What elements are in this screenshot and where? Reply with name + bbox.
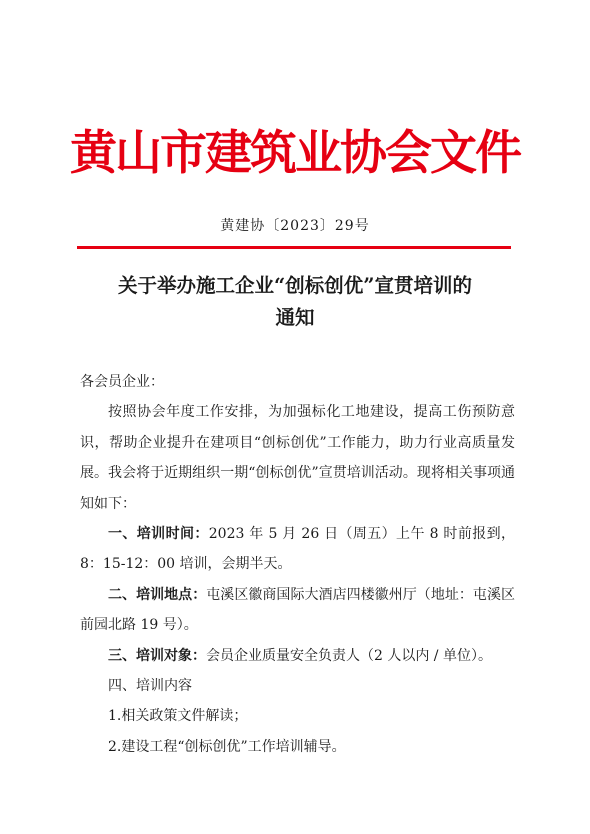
section-content — [80, 671, 515, 701]
section-content-label: 四、培训内容 — [108, 678, 192, 695]
section-location-label: 二、培训地点： — [108, 586, 207, 603]
document-number: 黄建协〔2023〕29号 — [220, 218, 370, 234]
salutation: 各会员企业： — [80, 374, 164, 390]
section-audience-label: 三、培训对象： — [108, 647, 206, 664]
notice-title-line-1: 关于举办施工企业“创标创优”宣贯培训的 — [118, 274, 472, 297]
section-location-text: 屯溪区徽商国际大酒店四楼徽州厅（地址：屯溪区前园北路 19 号）。 — [80, 586, 515, 634]
content-item: 2.建设工程“创标创优”工作培训辅导。 — [108, 738, 346, 755]
section-time — [80, 519, 515, 580]
masthead-title: 黄山市建筑业协会文件 — [70, 126, 520, 181]
section-audience-text: 会员企业质量安全负责人（2 人以内 / 单位）。 — [206, 647, 492, 664]
notice-title — [80, 270, 510, 334]
section-location — [80, 580, 515, 641]
section-time-text: 2023 年 5 月 26 日（周五）上午 8 时前报到，8：15-12：00 培训，会期半天。 — [80, 526, 515, 573]
red-divider — [77, 246, 511, 249]
section-time-label: 一、培训时间： — [108, 526, 209, 543]
content-item: 1.相关政策文件解读； — [108, 708, 248, 725]
notice-body — [80, 367, 515, 762]
intro-paragraph: 按照协会年度工作安排，为加强标化工地建设，提高工伤预防意识，帮助企业提升在建项目“创标创优”工作能力，助力行业高质量发展。我会将于近期组织一期“创标创优”宣贯培训活动。现将相关事项通知如下： — [80, 404, 515, 512]
notice-title-line-2: 通知 — [275, 306, 315, 329]
section-audience — [80, 641, 515, 671]
